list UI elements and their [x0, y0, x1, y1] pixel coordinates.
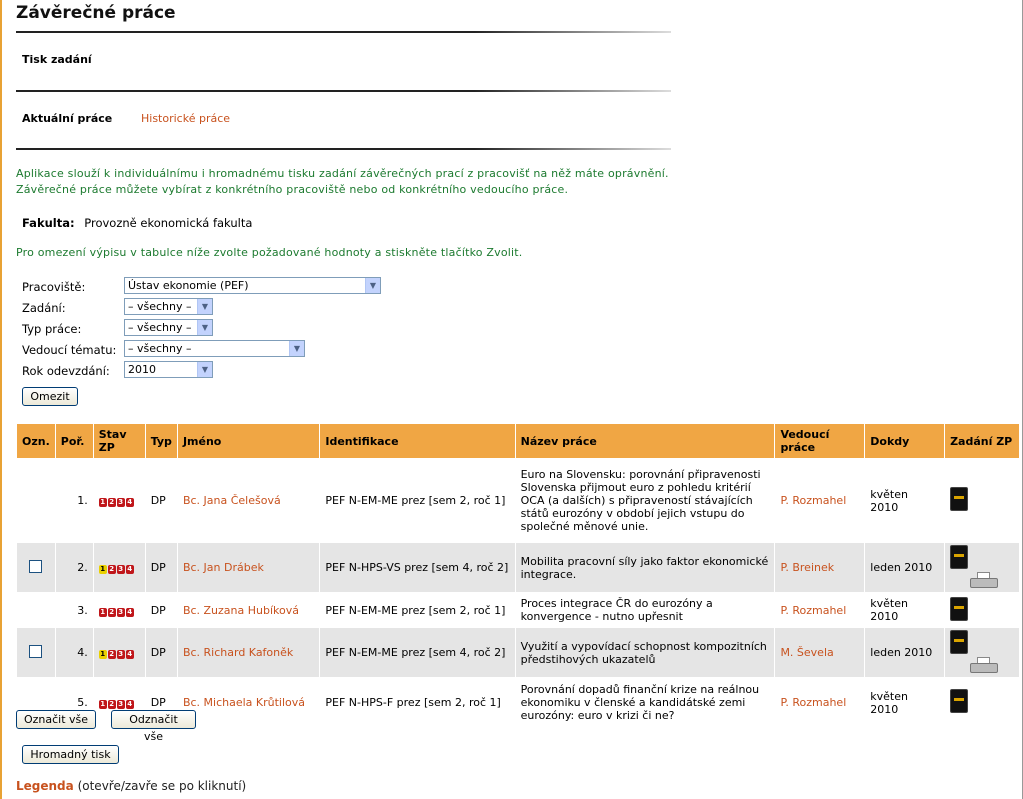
col-ozn: Ozn. [17, 424, 56, 459]
cell-typ: DP [145, 628, 177, 678]
col-stav: Stav ZP [93, 424, 145, 459]
col-por: Poř. [55, 424, 93, 459]
table-row [17, 459, 1020, 543]
cell-dokdy: leden 2010 [865, 628, 945, 678]
supervisor-link[interactable]: P. Breinek [775, 543, 865, 593]
status-badge [99, 608, 134, 617]
student-name-link[interactable]: Bc. Jan Drábek [177, 543, 319, 593]
cell-typ: DP [145, 593, 177, 628]
chevron-down-icon: ▼ [289, 341, 304, 356]
year-select-value: 2010 [128, 363, 156, 376]
status-step: 1 [100, 607, 106, 616]
cell-nazev: Mobilita pracovní síly jako faktor ekonomické integrace. [515, 543, 775, 593]
status-step: 1 [100, 650, 106, 658]
cell-nazev: Využití a vypovídací schopnost kompozitních předstihových ukazatelů [515, 628, 775, 678]
cell-typ: DP [145, 678, 177, 728]
legend-title[interactable]: Legenda [16, 779, 74, 793]
cell-stav [93, 628, 145, 678]
theses-table [16, 423, 1020, 728]
status-step: 2 [109, 650, 115, 658]
assignment-select-value: – všechny – [128, 300, 192, 313]
status-step: 1 [100, 700, 106, 708]
student-name-link[interactable]: Bc. Jana Čelešová [177, 459, 319, 543]
assignment-select[interactable] [124, 298, 213, 315]
cell-nazev: Proces integrace ČR do eurozóny a konvergence - nutno upřesnit [515, 593, 775, 628]
status-step: 1 [100, 565, 106, 573]
status-step: 2 [109, 607, 115, 616]
cell-stav [93, 459, 145, 543]
nav-rule-1 [16, 90, 671, 92]
cell-identifikace: PEF N-EM-ME prez [sem 2, roč 1] [320, 459, 515, 543]
chevron-down-icon: ▼ [197, 299, 212, 314]
work-type-label: Typ práce: [22, 322, 82, 336]
bulk-print-button[interactable]: Hromadný tisk [22, 745, 119, 764]
cell-identifikace: PEF N-EM-ME prez [sem 2, roč 1] [320, 593, 515, 628]
student-name-link[interactable]: Bc. Zuzana Hubíková [177, 593, 319, 628]
document-icon[interactable] [950, 597, 968, 621]
cell-zadani [945, 459, 1020, 543]
work-type-select-value: – všechny – [128, 321, 192, 334]
printer-icon[interactable] [970, 572, 998, 590]
row-checkbox[interactable] [29, 560, 42, 573]
cell-identifikace: PEF N-HPS-F prez [sem 2, roč 1] [320, 678, 515, 728]
col-dokdy: Dokdy [865, 424, 945, 459]
workplace-select-value: Ústav ekonomie (PEF) [128, 279, 249, 292]
tab-historical-works[interactable]: Historické práce [141, 112, 231, 125]
status-badge [99, 700, 134, 709]
cell-dokdy: květen 2010 [865, 459, 945, 543]
col-zadani: Zadání ZP [945, 424, 1020, 459]
table-row [17, 628, 1020, 678]
chevron-down-icon: ▼ [365, 278, 380, 293]
supervisor-link[interactable]: M. Ševela [775, 628, 865, 678]
faculty-label: Fakulta: [22, 216, 75, 230]
nav-print-tasks[interactable]: Tisk zadání [22, 53, 92, 66]
cell-zadani [945, 628, 1020, 678]
status-step: 3 [118, 700, 124, 708]
status-step: 4 [127, 650, 133, 658]
page-title: Závěrečné práce [16, 3, 176, 23]
title-rule [16, 31, 671, 33]
status-step: 3 [118, 650, 124, 658]
year-label: Rok odevzdání: [22, 364, 110, 378]
table-row [17, 593, 1020, 628]
status-step: 4 [127, 565, 133, 573]
legend-hint: (otevře/zavře se po kliknutí) [77, 779, 247, 793]
table-header-row [17, 424, 1020, 459]
cell-identifikace: PEF N-EM-ME prez [sem 4, roč 2] [320, 628, 515, 678]
cell-stav [93, 593, 145, 628]
cell-dokdy: květen 2010 [865, 678, 945, 728]
cell-typ: DP [145, 543, 177, 593]
tab-current-works[interactable]: Aktuální práce [22, 112, 113, 125]
cell-por: 2. [55, 543, 93, 593]
document-icon[interactable] [950, 545, 968, 569]
workplace-label: Pracoviště: [22, 280, 86, 294]
supervisor-select[interactable] [124, 340, 305, 357]
cell-por: 4. [55, 628, 93, 678]
faculty-value: Provozně ekonomická fakulta [84, 216, 253, 230]
printer-icon[interactable] [970, 657, 998, 675]
cell-ozn [17, 593, 56, 628]
status-step: 3 [118, 565, 124, 573]
cell-stav [93, 543, 145, 593]
workplace-select[interactable] [124, 277, 381, 294]
cell-zadani [945, 543, 1020, 593]
status-step: 3 [118, 498, 124, 506]
student-name-link[interactable]: Bc. Richard Kafoněk [177, 628, 319, 678]
cell-por: 3. [55, 593, 93, 628]
student-name-link[interactable]: Bc. Michaela Krůtilová [177, 678, 319, 728]
chevron-down-icon: ▼ [197, 320, 212, 335]
cell-por: 1. [55, 459, 93, 543]
document-icon[interactable] [950, 689, 968, 713]
status-step: 3 [118, 607, 124, 616]
year-select[interactable] [124, 361, 213, 378]
supervisor-link[interactable]: P. Rozmahel [775, 678, 865, 728]
chevron-down-icon: ▼ [197, 362, 212, 377]
nav-rule-2 [16, 148, 671, 150]
document-icon[interactable] [950, 487, 968, 511]
cell-nazev: Euro na Slovensku: porovnání připravenosti Slovenska přijmout euro z pohledu kritérií OCA (a dalších) s připraveností stávajících států eurozóny v období jejich vstupu do společné měnové unie. [515, 459, 775, 543]
row-checkbox[interactable] [29, 645, 42, 658]
limit-button[interactable]: Omezit [22, 387, 78, 406]
col-identifikace: Identifikace [320, 424, 515, 459]
status-step: 2 [109, 498, 115, 506]
status-step: 1 [100, 498, 106, 506]
supervisor-link[interactable]: P. Rozmahel [775, 459, 865, 543]
cell-nazev: Porovnání dopadů finanční krize na reálnou ekonomiku v členské a kandidátské zemi eurozóny: euro v krizi či ne? [515, 678, 775, 728]
cell-zadani [945, 678, 1020, 728]
document-icon[interactable] [950, 630, 968, 654]
col-typ: Typ [145, 424, 177, 459]
cell-dokdy: květen 2010 [865, 593, 945, 628]
col-jmeno: Jméno [177, 424, 319, 459]
filter-hint: Pro omezení výpisu v tabulce níže zvolte požadované hodnoty a stiskněte tlačítko Zvolit. [16, 246, 523, 259]
col-nazev: Název práce [515, 424, 775, 459]
col-vedouci: Vedoucí práce [775, 424, 865, 459]
supervisor-label: Vedoucí tématu: [22, 343, 117, 357]
cell-ozn [17, 543, 56, 593]
intro-text-2: Závěrečné práce můžete vybírat z konkrétního pracoviště nebo od konkrétního vedoucího práce. [16, 183, 569, 196]
unmark-all-button[interactable]: Odznačit vše [111, 710, 196, 729]
cell-ozn [17, 459, 56, 543]
status-step: 4 [127, 607, 133, 616]
intro-text-1: Aplikace slouží k individuálnímu i hromadnému tisku zadání závěrečných prací z pracovišť na něž máte oprávnění. [16, 167, 669, 180]
status-step: 2 [109, 565, 115, 573]
status-badge [99, 650, 134, 659]
cell-typ: DP [145, 459, 177, 543]
mark-all-button[interactable]: Označit vše [16, 710, 96, 729]
supervisor-select-value: – všechny – [128, 342, 192, 355]
status-step: 4 [127, 700, 133, 708]
legend[interactable] [16, 779, 246, 793]
cell-zadani [945, 593, 1020, 628]
supervisor-link[interactable]: P. Rozmahel [775, 593, 865, 628]
status-step: 2 [109, 700, 115, 708]
cell-por: 5. [55, 678, 93, 728]
status-badge [99, 498, 134, 507]
cell-dokdy: leden 2010 [865, 543, 945, 593]
cell-identifikace: PEF N-HPS-VS prez [sem 4, roč 2] [320, 543, 515, 593]
cell-ozn [17, 628, 56, 678]
status-step: 4 [127, 498, 133, 506]
assignment-label: Zadání: [22, 301, 66, 315]
work-type-select[interactable] [124, 319, 213, 336]
table-row [17, 543, 1020, 593]
status-badge [99, 565, 134, 574]
faculty-row [22, 216, 252, 230]
